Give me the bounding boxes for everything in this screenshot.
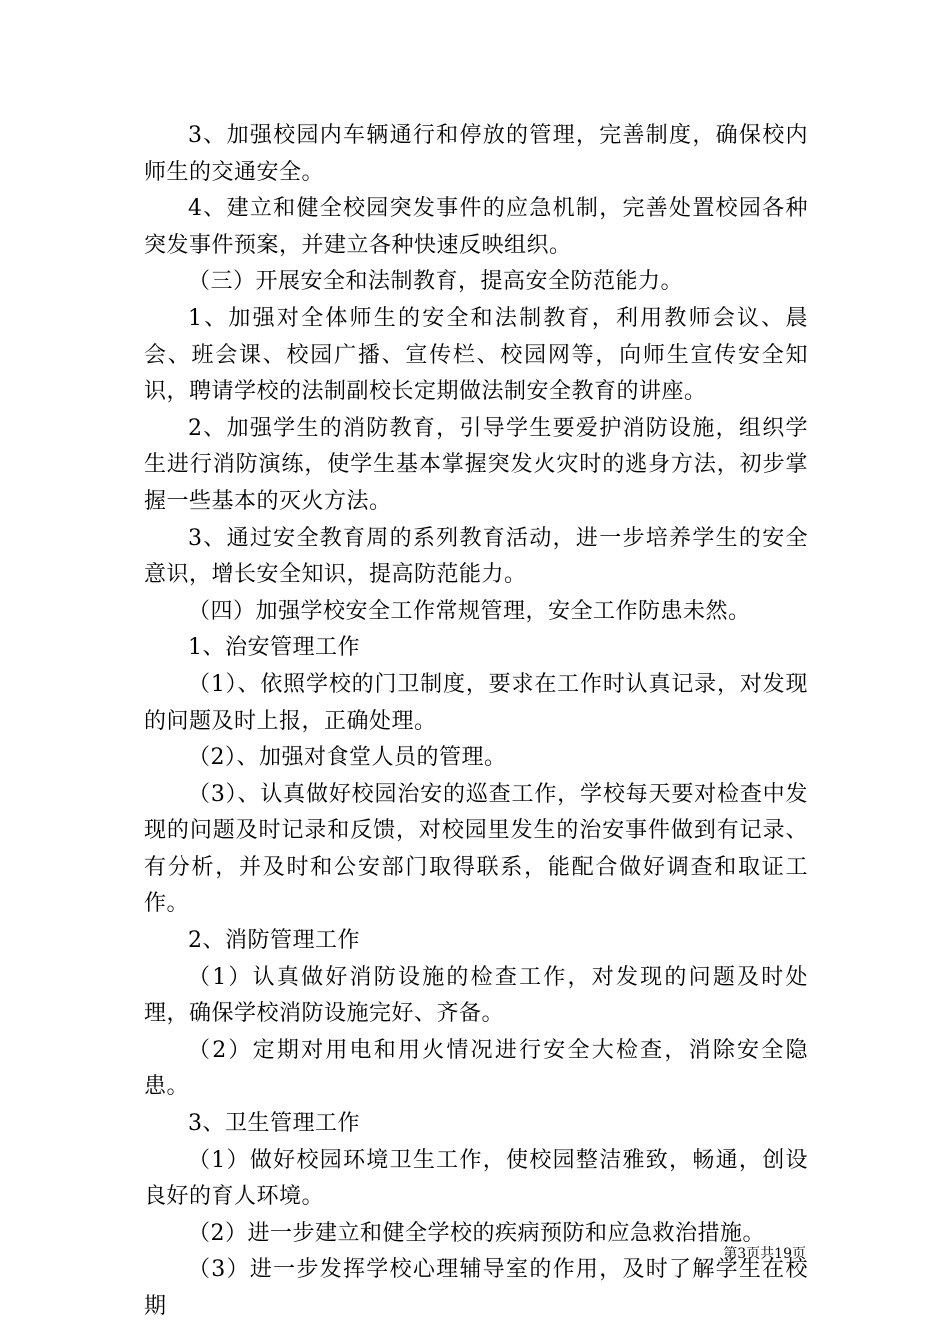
subsection-heading: 1、治安管理工作 [188, 635, 360, 661]
paragraph: （2）、加强对食堂人员的管理。 [188, 745, 507, 771]
paragraph: 3、加强校园内车辆通行和停放的管理，完善制度，确保校内师生的交通安全。 [144, 123, 808, 185]
section-heading: （三）开展安全和法制教育，提高安全防范能力。 [188, 269, 684, 295]
subsection-heading: 2、消防管理工作 [188, 928, 360, 954]
page-number: 第3页共19页 [723, 1246, 806, 1262]
paragraph: （1）做好校园环境卫生工作，使校园整洁雅致，畅通，创设良好的育人环境。 [144, 1147, 808, 1210]
paragraph: 4、建立和健全校园突发事件的应急机制，完善处置校园各种突发事件预案，并建立各种快速反映组织。 [144, 196, 808, 258]
paragraph: 1、加强对全体师生的安全和法制教育，利用教师会议、晨会、班会课、校园广播、宣传栏、校园网等，向师生宣传安全知识，聘请学校的法制副校长定期做法制安全教育的讲座。 [144, 305, 808, 405]
paragraph: 2、加强学生的消防教育，引导学生要爱护消防设施，组织学生进行消防演练，使学生基本掌握突发火灾时的逃身方法，初步掌握一些基本的灭火方法。 [144, 415, 808, 514]
document-body [144, 118, 808, 1326]
paragraph: （3）进一步发挥学校心理辅导室的作用，及时了解学生在校期 [144, 1257, 808, 1319]
subsection-heading: 3、卫生管理工作 [188, 1111, 360, 1137]
paragraph: （2）定期对用电和用火情况进行安全大检查，消除安全隐患。 [144, 1037, 808, 1100]
section-heading: （四）加强学校安全工作常规管理，安全工作防患未然。 [188, 598, 751, 624]
paragraph: （1）、依照学校的门卫制度，要求在工作时认真记录，对发现的问题及时上报，正确处理。 [144, 671, 808, 734]
paragraph: （1）认真做好消防设施的检查工作，对发现的问题及时处理，确保学校消防设施完好、齐备。 [144, 964, 808, 1027]
paragraph: （2）进一步建立和健全学校的疾病预防和应急救治措施。 [188, 1220, 765, 1246]
paragraph: 3、通过安全教育周的系列教育活动，进一步培养学生的安全意识，增长安全知识，提高防范能力。 [144, 525, 808, 588]
paragraph: （3）、认真做好校园治安的巡查工作，学校每天要对检查中发现的问题及时记录和反馈，对校园里发生的治安事件做到有记录、有分析，并及时和公安部门取得联系，能配合做好调查和取证工作。 [144, 781, 808, 917]
